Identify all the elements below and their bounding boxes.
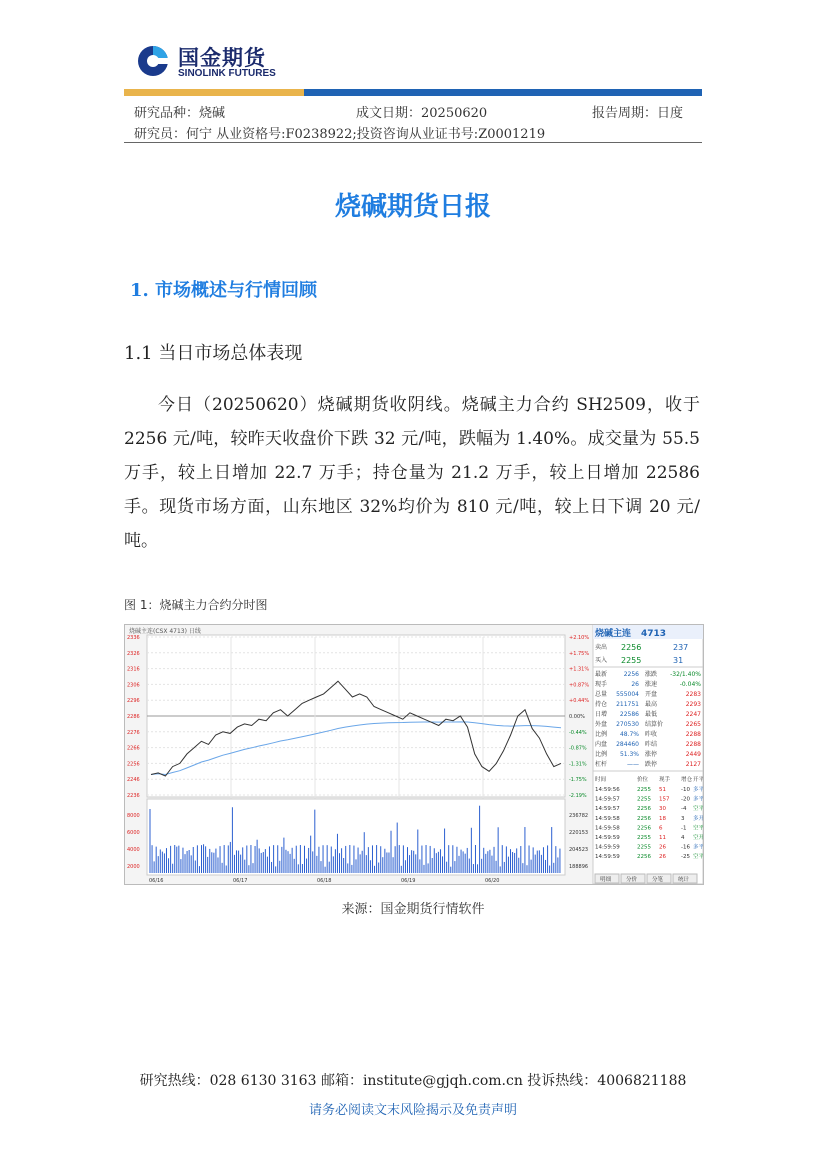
y-tick-label: 2296 — [127, 698, 140, 705]
stat-label: 日增 — [595, 711, 608, 718]
tick-volume: 157 — [659, 796, 670, 803]
y-tick-label-pct: -1.31% — [569, 761, 587, 768]
figure-caption: 图 1：烧碱主力合约分时图 — [124, 598, 268, 612]
stat-label: 持仓 — [595, 701, 608, 708]
y-tick-label-pct: 0.00% — [569, 714, 585, 720]
y-tick-label-pct: +2.10% — [569, 635, 590, 641]
stat-label: 最低 — [645, 711, 658, 718]
y-tick-label: 2276 — [127, 729, 140, 736]
tick-time: 14:59:58 — [595, 815, 620, 822]
panel-code: 4713 — [641, 629, 667, 639]
stat-label: 外盘 — [595, 721, 608, 728]
chart-svg — [125, 625, 703, 884]
stat-label: 跌停 — [645, 761, 658, 768]
stat-value: 22586 — [619, 711, 639, 718]
stat-label: 比例 — [595, 731, 608, 738]
tick-type: 空平 — [693, 806, 703, 813]
y-tick-label-pct: +0.44% — [569, 698, 590, 705]
tick-price: 2256 — [637, 825, 651, 832]
sell-label: 卖出 — [595, 644, 608, 651]
y-tick-label-pct: -0.87% — [569, 745, 587, 752]
intraday-chart — [124, 624, 704, 885]
y-tick-label-pct: -2.19% — [569, 793, 587, 799]
period-label: 报告周期：日度 — [592, 106, 684, 121]
stat-value: -32/1.40% — [670, 671, 701, 678]
stat-label: 开盘 — [645, 691, 658, 698]
buy-vol: 31 — [673, 656, 684, 665]
stat-label: 最新 — [595, 671, 608, 678]
tick-oi-change: -1 — [681, 825, 687, 832]
variety-label: 研究品种：烧碱 — [134, 106, 226, 121]
stat-value: 2265 — [685, 721, 701, 728]
footer-contact: 研究热线：028 6130 3163 邮箱：institute@gjqh.com.cn 投诉热线：4006821188 — [139, 1073, 687, 1089]
page-title: 烧碱期货日报 — [334, 192, 491, 222]
stat-label: 涨跌 — [645, 671, 658, 678]
y-tick-label-pct: +1.75% — [569, 650, 590, 657]
researcher-label: 研究员：何宁 从业资格号:F0238922;投资咨询从业证书号:Z0001219 — [134, 127, 546, 142]
stat-label: 结算价 — [645, 721, 664, 728]
summary-paragraph: 今日（20250620）烧碱期货收阴线。烧碱主力合约 SH2509，收于 2256 元/吨，较昨天收盘价下跌 32 元/吨，跌幅为 1.40%。成交量为 55.5 万手，较上日增加 22.7 万手；持仓量为 21.2 万手，较上日增加 22586 手。现货市场方面，山东地区 32%均价为 810 元/吨，较上日下调 20 元/吨。 — [124, 395, 700, 551]
stat-value: 2288 — [685, 741, 701, 748]
x-tick-label: 06/17 — [233, 878, 248, 884]
header-divider — [124, 142, 702, 143]
x-tick-label: 06/19 — [401, 878, 416, 884]
stat-label: 现手 — [595, 681, 608, 688]
stat-label: 比例 — [595, 751, 608, 758]
tick-price: 2255 — [637, 787, 651, 793]
date-label: 成文日期：20250620 — [356, 106, 488, 121]
volume-tick-label: 2000 — [127, 864, 140, 870]
stat-value: 2288 — [685, 731, 701, 738]
tick-price: 2255 — [637, 835, 651, 841]
stat-value: 2127 — [685, 761, 701, 768]
tick-time: 14:59:59 — [595, 854, 620, 861]
sell-price: 2256 — [621, 643, 642, 652]
stat-value: 48.7% — [619, 731, 639, 738]
tick-type: 空平 — [693, 825, 703, 832]
stat-value: 26 — [631, 681, 639, 688]
y-tick-label-pct: -0.44% — [569, 729, 587, 736]
tick-type: 多平 — [693, 844, 703, 851]
y-tick-label-pct: +1.31% — [569, 666, 590, 673]
tick-volume: 11 — [659, 835, 666, 841]
chart-title: 烧碱主连(CSX 4713) 日线 — [129, 628, 201, 635]
panel-name: 烧碱主连 — [595, 629, 632, 639]
tick-time: 14:59:57 — [595, 806, 620, 813]
panel-tab-label: 统计 — [678, 877, 690, 883]
stat-value: 555004 — [616, 691, 639, 698]
tick-oi-change: -4 — [681, 806, 687, 813]
tick-time: 14:59:58 — [595, 825, 620, 832]
tick-time: 14:59:59 — [595, 835, 620, 841]
y-tick-label: 2236 — [127, 793, 140, 799]
tick-price: 2256 — [637, 806, 651, 813]
tick-volume: 26 — [659, 844, 666, 851]
x-tick-label: 06/18 — [317, 878, 332, 884]
stat-label: 昨收 — [645, 731, 658, 738]
sell-vol: 237 — [673, 643, 689, 652]
oi-tick-label: 220153 — [569, 830, 589, 836]
x-tick-label: 06/20 — [485, 878, 500, 884]
tick-time: 14:59:57 — [595, 796, 620, 803]
tick-oi-change: -16 — [681, 844, 690, 851]
stat-value: 2293 — [685, 701, 701, 708]
tick-price: 2256 — [637, 815, 651, 822]
tick-time: 14:59:59 — [595, 844, 620, 851]
y-tick-label: 2286 — [127, 714, 140, 720]
tick-oi-change: -20 — [681, 796, 690, 803]
tick-header: 增仓 — [681, 777, 693, 783]
tick-header: 开平 — [693, 777, 703, 783]
y-tick-label: 2256 — [127, 761, 140, 768]
stat-label: 杠杆 — [595, 761, 608, 768]
x-tick-label: 06/16 — [149, 878, 164, 884]
stat-value: 2247 — [685, 711, 701, 718]
tick-header: 价位 — [637, 777, 649, 783]
volume-tick-label: 8000 — [127, 813, 140, 819]
tick-oi-change: -25 — [681, 854, 690, 861]
y-tick-label: 2306 — [127, 682, 140, 689]
tick-oi-change: 4 — [681, 835, 685, 841]
tick-type: 多平 — [693, 796, 703, 803]
stat-label: 涨速 — [645, 681, 658, 688]
tick-type: 多开 — [693, 815, 703, 822]
volume-tick-label: 6000 — [127, 830, 140, 836]
tick-header: 时间 — [595, 777, 607, 783]
company-logo-icon — [136, 44, 170, 78]
buy-label: 买入 — [595, 657, 608, 664]
tick-type: 多平 — [693, 787, 703, 793]
y-tick-label-pct: +0.87% — [569, 682, 590, 689]
tick-type: 空开 — [693, 835, 703, 841]
panel-tab-label: 分价 — [626, 877, 638, 883]
stat-value: 211751 — [616, 701, 639, 708]
stat-value: 2283 — [685, 691, 701, 698]
y-tick-label: 2326 — [127, 650, 140, 657]
panel-tab-label: 明细 — [600, 877, 612, 883]
stat-label: 涨停 — [645, 751, 658, 758]
tick-price: 2256 — [637, 854, 651, 861]
tick-price: 2255 — [637, 796, 651, 803]
y-tick-label: 2246 — [127, 777, 140, 784]
tick-header: 现手 — [659, 777, 671, 783]
stat-value: 51.3% — [619, 751, 639, 758]
tick-volume: 26 — [659, 854, 666, 861]
oi-tick-label: 188896 — [569, 864, 589, 870]
tick-type: 空平 — [693, 854, 703, 861]
stat-value: 284460 — [616, 741, 639, 748]
tick-oi-change: -10 — [681, 787, 690, 793]
y-tick-label: 2336 — [127, 635, 140, 641]
tick-volume: 18 — [659, 815, 666, 822]
stat-value: 2256 — [623, 671, 639, 678]
stat-value: —— — [627, 761, 639, 768]
figure-source: 来源：国金期货行情软件 — [341, 902, 485, 917]
subsection-heading: 1.1 当日市场总体表现 — [124, 343, 303, 364]
y-tick-label-pct: -1.75% — [569, 777, 587, 784]
volume-tick-label: 4000 — [127, 847, 140, 853]
panel-tab-label: 分笔 — [652, 877, 664, 883]
tick-time: 14:59:56 — [595, 787, 620, 793]
stat-value: 2449 — [685, 751, 701, 758]
company-name-cn: 国金期货 — [178, 46, 266, 70]
header-bar-accent — [124, 89, 304, 96]
stat-value: 270530 — [616, 721, 639, 728]
oi-tick-label: 204523 — [569, 847, 589, 853]
tick-volume: 51 — [659, 787, 666, 793]
stat-label: 昨结 — [645, 741, 658, 748]
stat-label: 内盘 — [595, 741, 608, 748]
buy-price: 2255 — [621, 656, 642, 665]
stat-label: 最高 — [645, 701, 658, 708]
y-tick-label: 2266 — [127, 745, 140, 752]
tick-volume: 6 — [659, 825, 663, 832]
oi-tick-label: 236782 — [569, 813, 589, 819]
tick-oi-change: 3 — [681, 815, 685, 822]
company-name-en: SINOLINK FUTURES — [178, 68, 276, 79]
tick-price: 2255 — [637, 844, 651, 851]
stat-label: 总量 — [595, 691, 608, 698]
tick-volume: 30 — [659, 806, 666, 813]
footer-disclaimer[interactable]: 请务必阅读文末风险揭示及免责声明 — [308, 1103, 517, 1118]
y-tick-label: 2316 — [127, 666, 140, 673]
stat-value: -0.04% — [679, 681, 701, 688]
section-heading: 1. 市场概述与行情回顾 — [130, 280, 318, 301]
